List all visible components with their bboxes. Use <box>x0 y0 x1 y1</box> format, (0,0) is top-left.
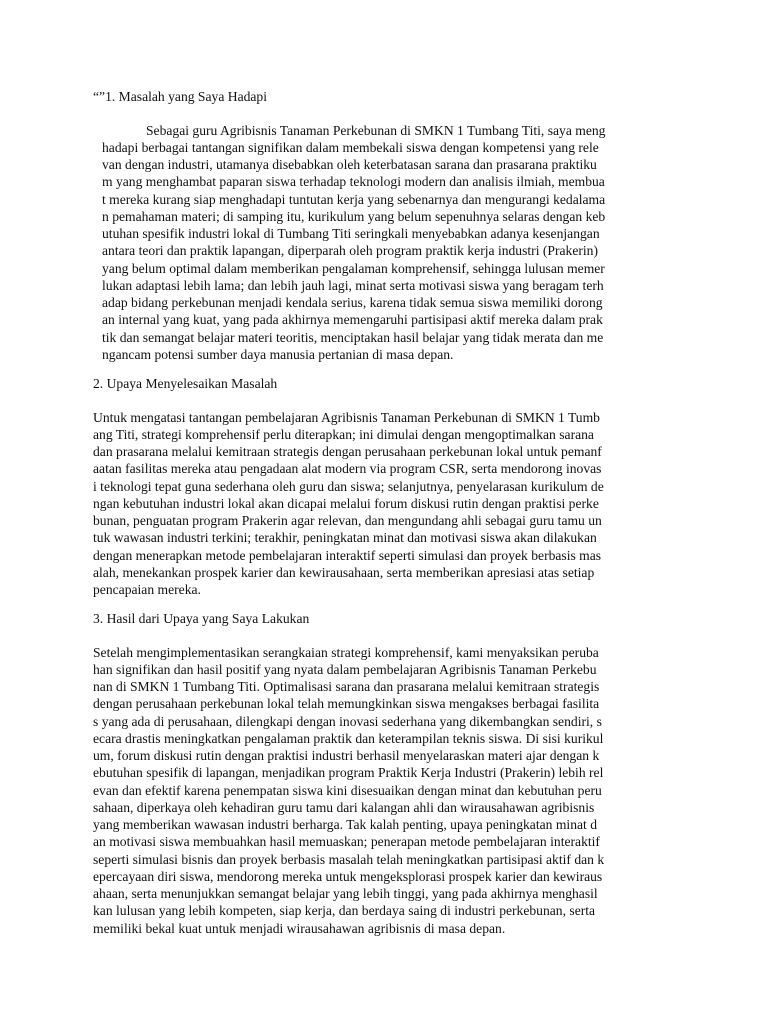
section1-line: ngancam potensi sumber daya manusia pertanian di masa depan. <box>102 347 454 362</box>
section3-line: ebutuhan spesifik di lapangan, menjadikan program Praktik Kerja Industri (Prakerin) lebih rel <box>93 765 604 780</box>
section3-line: epercayaan diri siswa, mendorong mereka untuk mengeksplorasi prospek karier dan kewiraus <box>93 869 603 884</box>
section1-heading: “”1. Masalah yang Saya Hadapi <box>93 89 268 104</box>
section1-line: van dengan industri, utamanya disebabkan oleh keterbatasan sarana dan prasarana praktiku <box>102 157 597 172</box>
section3-line: um, forum diskusi rutin dengan praktisi industri berhasil menyelaraskan materi ajar dengan k <box>93 748 600 763</box>
section2-line: aatan fasilitas mereka atau pengadaan alat modern via program CSR, serta mendorong inovas <box>93 461 602 476</box>
section1-line: n pemahaman materi; di samping itu, kurikulum yang belum sepenuhnya selaras dengan keb <box>102 209 606 224</box>
section2-heading: 2. Upaya Menyelesaikan Masalah <box>93 376 278 391</box>
section1-line: hadapi berbagai tantangan signifikan dalam membekali siswa dengan kompetensi yang rele <box>102 140 599 155</box>
section1-line: Sebagai guru Agribisnis Tanaman Perkebunan di SMKN 1 Tumbang Titi, saya meng <box>146 123 606 138</box>
section3-line: seperti simulasi bisnis dan proyek berbasis masalah telah meningkatkan partisipasi aktif dan k <box>93 852 605 867</box>
section2-line: Untuk mengatasi tantangan pembelajaran Agribisnis Tanaman Perkebunan di SMKN 1 Tumb <box>93 410 600 425</box>
section1-line: yang belum optimal dalam memberikan pengalaman komprehensif, sehingga lulusan memer <box>102 261 605 276</box>
section3-line: kan lulusan yang lebih kompeten, siap kerja, dan berdaya saing di industri perkebunan, serta <box>93 903 596 918</box>
section2-line: dan prasarana melalui kemitraan strategis dengan perusahaan perkebunan lokal untuk pemanf <box>93 444 602 459</box>
section2-line: bunan, penguatan program Prakerin agar relevan, dan mengundang ahli sebagai guru tamu un <box>93 513 602 528</box>
section1-line: tik dan semangat belajar materi teoritis, menciptakan hasil belajar yang tidak merata dan me <box>102 330 604 345</box>
section3-line: yang memberikan wawasan industri berharga. Tak kalah penting, upaya peningkatan minat d <box>93 817 598 832</box>
section3-line: sahaan, diperkaya oleh kehadiran guru tamu dari kalangan ahli dan wirausahawan agribisnis <box>93 800 595 815</box>
section1-line: m yang menghambat paparan siswa terhadap teknologi modern dan analisis ilmiah, membua <box>102 174 605 189</box>
section1-line: lukan adaptasi lebih lama; dan lebih jauh lagi, minat serta motivasi siswa yang beragam terh <box>102 278 604 293</box>
section1-line: utuhan spesifik industri lokal di Tumbang Titi seringkali menyebabkan adanya kesenjangan <box>102 226 600 241</box>
section2-line: ang Titi, strategi komprehensif perlu diterapkan; ini dimulai dengan mengoptimalkan sarana <box>93 427 594 442</box>
section3-line: han signifikan dan hasil positif yang nyata dalam pembelajaran Agribisnis Tanaman Perkebu <box>93 662 597 677</box>
section3-heading: 3. Hasil dari Upaya yang Saya Lakukan <box>93 611 310 626</box>
section3-line: dengan perusahaan perkebunan lokal telah memungkinkan siswa mengakses berbagai fasilita <box>93 696 600 711</box>
section2-line: i teknologi tepat guna sederhana oleh guru dan siswa; selanjutnya, penyelarasan kurikulum de <box>93 479 604 494</box>
section2-line: pencapaian mereka. <box>93 582 201 597</box>
section2-line: tuk wawasan industri terkini; terakhir, peningkatan minat dan motivasi siswa akan dilakukan <box>93 530 597 545</box>
section3-line: an motivasi siswa membuahkan hasil memuaskan; penerapan metode pembelajaran interaktif <box>93 834 600 849</box>
section3-line: s yang ada di perusahaan, dilengkapi dengan inovasi sederhana yang dikembangkan sendiri, s <box>93 714 602 729</box>
section3-line: memiliki bekal kuat untuk menjadi wirausahawan agribisnis di masa depan. <box>93 921 506 936</box>
section3-line: Setelah mengimplementasikan serangkaian strategi komprehensif, kami menyaksikan peruba <box>93 645 599 660</box>
section2-line: ngan kebutuhan industri lokal akan dicapai melalui forum diskusi rutin dengan praktisi perke <box>93 496 599 511</box>
section3-line: evan dan efektif karena penempatan siswa kini disesuaikan dengan minat dan kebutuhan peru <box>93 783 602 798</box>
section3-line: nan di SMKN 1 Tumbang Titi. Optimalisasi sarana dan prasarana melalui kemitraan strategis <box>93 679 600 694</box>
section1-line: antara teori dan praktik lapangan, diperparah oleh program praktik kerja industri (Prakerin) <box>102 243 598 258</box>
section1-line: an internal yang kuat, yang pada akhirnya memengaruhi partisipasi aktif mereka dalam prak <box>102 312 603 327</box>
section2-line: alah, menekankan prospek karier dan kewirausahaan, serta memberikan apresiasi atas setiap <box>93 565 595 580</box>
section3-line: ecara drastis meningkatkan pengalaman praktik dan keterampilan teknis siswa. Di sisi kurikul <box>93 731 604 746</box>
section1-line: t mereka kurang siap menghadapi tuntutan kerja yang sebenarnya dan mengurangi kedalama <box>102 192 606 207</box>
section1-line: adap bidang perkebunan menjadi kendala serius, karena tidak semua siswa memiliki dorong <box>102 295 603 310</box>
section3-line: ahaan, serta menunjukkan semangat belajar yang lebih tinggi, yang pada akhirnya menghasil <box>93 886 598 901</box>
section2-line: dengan menerapkan metode pembelajaran interaktif seperti simulasi dan proyek berbasis mas <box>93 548 602 563</box>
